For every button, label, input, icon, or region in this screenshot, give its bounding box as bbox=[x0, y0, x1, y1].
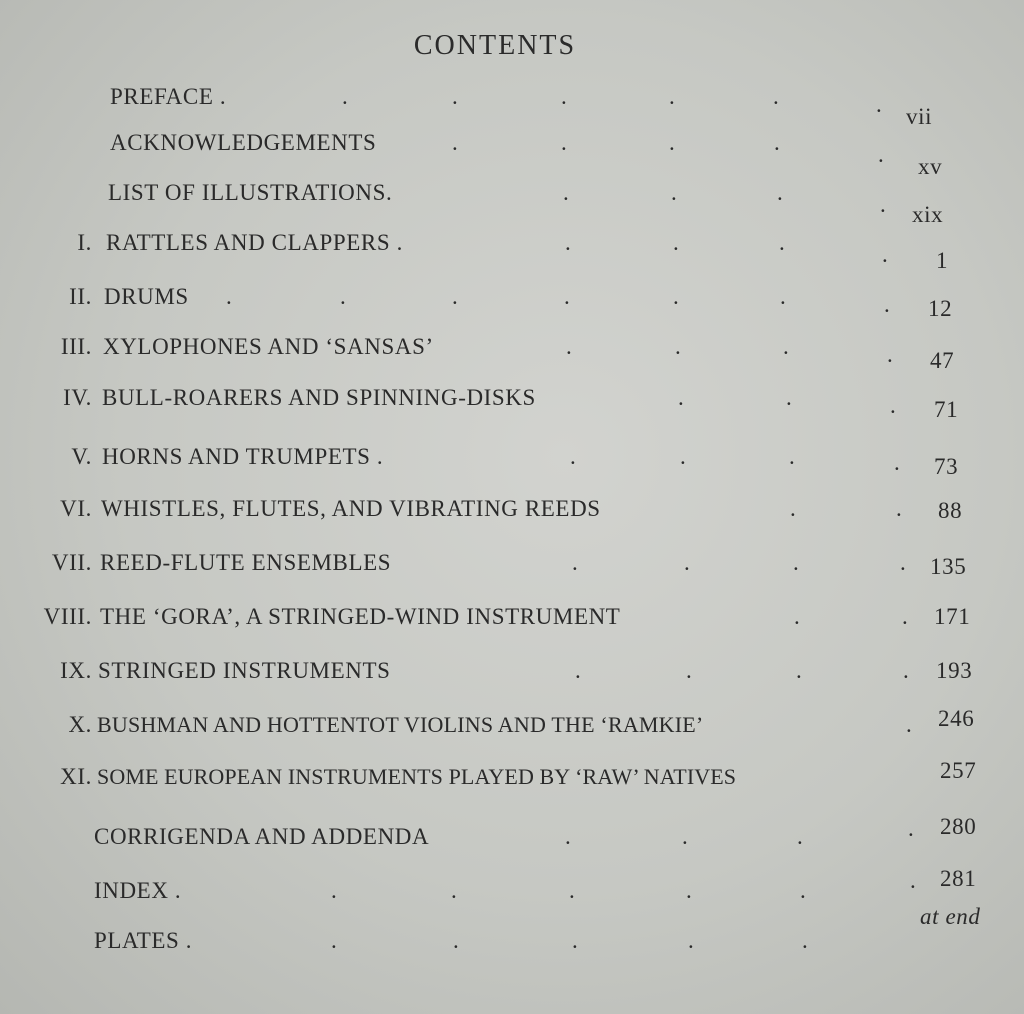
entry-page-number: at end bbox=[920, 904, 981, 929]
entry-title: ACKNOWLEDGEMENTS bbox=[110, 130, 377, 155]
toc-entry-1: I. RATTLES AND CLAPPERS . . . . . 1 bbox=[77, 230, 949, 273]
toc-entry-7: VII. REED-FLUTE ENSEMBLES . . . . 135 bbox=[51, 550, 967, 579]
entry-number: II. bbox=[69, 284, 92, 309]
entry-page-number: 1 bbox=[936, 248, 949, 273]
toc-entry-8: VIII. THE ‘GORA’, A STRINGED-WIND INSTRUMENT . . 171 bbox=[43, 604, 971, 629]
entry-number: XI. bbox=[60, 764, 92, 789]
toc-entry-11 bbox=[0, 758, 1024, 798]
contents-heading: CONTENTS bbox=[413, 30, 577, 61]
entry-page-number: 280 bbox=[940, 814, 977, 839]
entry-number: IX. bbox=[60, 658, 92, 683]
entry-number: VII. bbox=[51, 550, 92, 575]
entry-title: WHISTLES, FLUTES, AND VIBRATING REEDS bbox=[101, 496, 601, 521]
entry-page-number: 246 bbox=[938, 706, 975, 731]
entry-page-number: 135 bbox=[930, 554, 967, 579]
entry-title: XYLOPHONES AND ‘SANSAS’ bbox=[103, 334, 434, 359]
entry-number: I. bbox=[77, 230, 92, 255]
toc-entry-list-of-illustrations: LIST OF ILLUSTRATIONS. . . . . xix bbox=[108, 180, 944, 227]
entry-number: X. bbox=[68, 712, 92, 737]
entry-title: THE ‘GORA’, A STRINGED-WIND INSTRUMENT bbox=[100, 604, 621, 629]
entry-title: SOME EUROPEAN INSTRUMENTS PLAYED BY ‘RAW’ NATIVES bbox=[97, 764, 737, 789]
entry-number: V. bbox=[71, 444, 92, 469]
toc-entry-plates: PLATES . . . . . . at end bbox=[94, 904, 981, 953]
entry-title: PREFACE . bbox=[110, 84, 227, 109]
toc-entry-6: VI. WHISTLES, FLUTES, AND VIBRATING REEDS . . 88 bbox=[60, 496, 963, 523]
entry-title: REED-FLUTE ENSEMBLES bbox=[100, 550, 392, 575]
toc-entry-9: IX. STRINGED INSTRUMENTS . . . . 193 bbox=[60, 658, 973, 683]
entry-title: CORRIGENDA AND ADDENDA bbox=[94, 824, 430, 849]
toc-entry-acknowledgements: ACKNOWLEDGEMENTS . . . . . xv bbox=[110, 130, 943, 179]
entry-number: IV. bbox=[63, 385, 92, 410]
entry-title: DRUMS bbox=[104, 284, 189, 309]
toc-entry-5: V. HORNS AND TRUMPETS . . . . . 73 bbox=[71, 444, 959, 479]
entry-title: BULL-ROARERS AND SPINNING-DISKS bbox=[102, 385, 536, 410]
entry-title: HORNS AND TRUMPETS . bbox=[102, 444, 384, 469]
toc-entry-10: X. BUSHMAN AND HOTTENTOT VIOLINS AND THE ‘RAMKIE’ . 246 bbox=[68, 706, 975, 737]
entry-page-number: 257 bbox=[940, 758, 977, 783]
toc-entry-3: III. XYLOPHONES AND ‘SANSAS’ . . . . 47 bbox=[60, 334, 955, 373]
entry-title: BUSHMAN AND HOTTENTOT VIOLINS AND THE ‘RAMKIE’ bbox=[97, 712, 704, 737]
entry-page-number: 47 bbox=[930, 348, 955, 373]
toc-entry-corrigenda: CORRIGENDA AND ADDENDA . . . . 280 bbox=[94, 814, 977, 849]
toc-entry-index: INDEX . . . . . . . 281 bbox=[94, 866, 977, 903]
entry-page-number: 12 bbox=[928, 296, 953, 321]
entry-title: INDEX . bbox=[94, 878, 182, 903]
entry-page-number: 171 bbox=[934, 604, 971, 629]
entry-number: VI. bbox=[60, 496, 92, 521]
entry-title: RATTLES AND CLAPPERS . bbox=[106, 230, 403, 255]
entry-page-number: xix bbox=[912, 202, 944, 227]
toc-entry-preface: PREFACE . . . . . . . vii bbox=[110, 84, 933, 129]
entry-page-number: 73 bbox=[934, 454, 959, 479]
entry-page-number: 88 bbox=[938, 498, 963, 523]
entry-number: VIII. bbox=[43, 604, 92, 629]
entry-title: STRINGED INSTRUMENTS bbox=[98, 658, 391, 683]
toc-entry-2: II. DRUMS . . . . . . . 12 bbox=[69, 284, 953, 321]
entry-title: LIST OF ILLUSTRATIONS. bbox=[108, 180, 393, 205]
toc-entry-4: IV. BULL-ROARERS AND SPINNING-DISKS . . . 71 bbox=[63, 385, 959, 422]
entry-number: III. bbox=[60, 334, 92, 359]
entry-page-number: vii bbox=[906, 104, 933, 129]
entry-page-number: xv bbox=[918, 154, 943, 179]
entry-title: PLATES . bbox=[94, 928, 193, 953]
entry-page-number: 193 bbox=[936, 658, 973, 683]
entry-page-number: 71 bbox=[934, 397, 959, 422]
entry-page-number: 281 bbox=[940, 866, 977, 891]
